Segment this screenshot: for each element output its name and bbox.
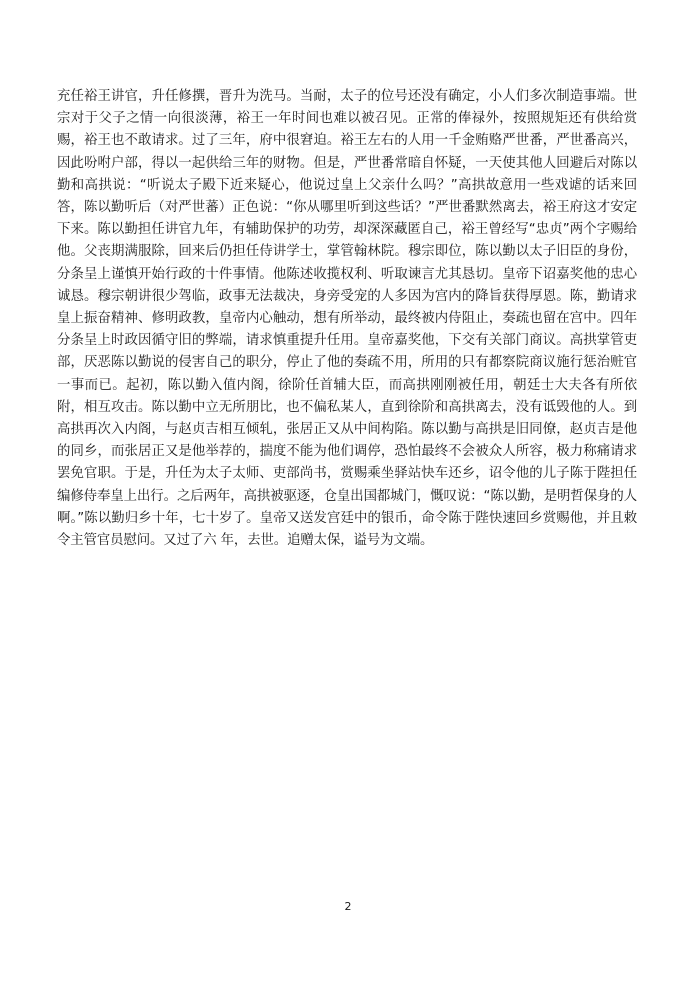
body-paragraph: 充任裕王讲官，升任修撰，晋升为洗马。当耐，太子的位号还没有确定，小人们多次制造事端。世宗对于父子之情一向很淡薄，裕王一年时间也难以被召见。正常的俸禄外，按照规矩还有供给赏赐，裕王也不敢请求。过了三年，府中很窘迫。裕王左右的人用一千金贿赂严世番，严世番高兴，因此吩咐户部，得以一起供给三年的财物。但是，严世番常暗自怀疑，一天使其他人回避后对陈以勤和高拱说：“听说太子殿下近来疑心，他说过皇上父亲什么吗？”高拱故意用一些戏谑的话来回答，陈以勤听后（对严世蕃）正色说：“你从哪里听到这些话？”严世番默然离去，裕王府这才安定下来。陈以勤担任讲官九年，有辅助保护的功劳，却深深藏匿自己，裕王曾经写“忠贞”两个字赐给他。父丧期满服除，回来后仍担任侍讲学士，掌管翰林院。穆宗即位，陈以勤以太子旧臣的身份，分条呈上谨慎开始行政的十件事情。他陈述收揽权利、听取谏言尤其恳切。皇帝下诏嘉奖他的忠心诚恳。穆宗朝讲很少驾临，政事无法裁决，身旁受宠的人多因为宫内的降旨获得厚恩。陈，勤请求皇上振奋精神、修明政教，皇帝内心触动，想有所举动，最终被内侍阻止，奏疏也留在宫中。四年分条呈上时政因循守旧的弊端，请求慎重提升任用。皇帝嘉奖他，下交有关部门商议。高拱掌管吏部，厌恶陈以勤说的侵害自己的职分，停止了他的奏疏不用，所用的只有都察院商议施行惩治赃官一事而已。起初，陈以勤入值内阁，徐阶任首辅大臣，而高拱刚刚被任用，朝廷士大夫各有所依附，相互攻击。陈以勤中立无所朋比，也不偏私某人，直到徐阶和高拱离去，没有诋毁他的人。到高拱再次入内阁，与赵贞吉相互倾轧，张居正又从中间构陷。陈以勤与高拱是旧同僚，赵贞吉是他的同乡，而张居正又是他举荐的，揣度不能为他们调停，恐怕最终不会被众人所容，极力称痛请求罢免官职。于是，升任为太子太师、吏部尚书，赏赐乘坐驿站快车还乡，诏令他的儿子陈于陛担任编修侍奉皇上出行。之后两年，高拱被驱逐，仓皇出国都城门，慨叹说：“陈以勤，是明哲保身的人啊。”陈以勤归乡十年，七十岁了。皇帝又送发宫廷中的银币，命令陈于陛快速回乡赏赐他，并且敕令主管官员慰问。又过了六 年，去世。追赠太保，谥号为文端。	[57, 89, 637, 549]
page-number: 2	[344, 900, 352, 913]
